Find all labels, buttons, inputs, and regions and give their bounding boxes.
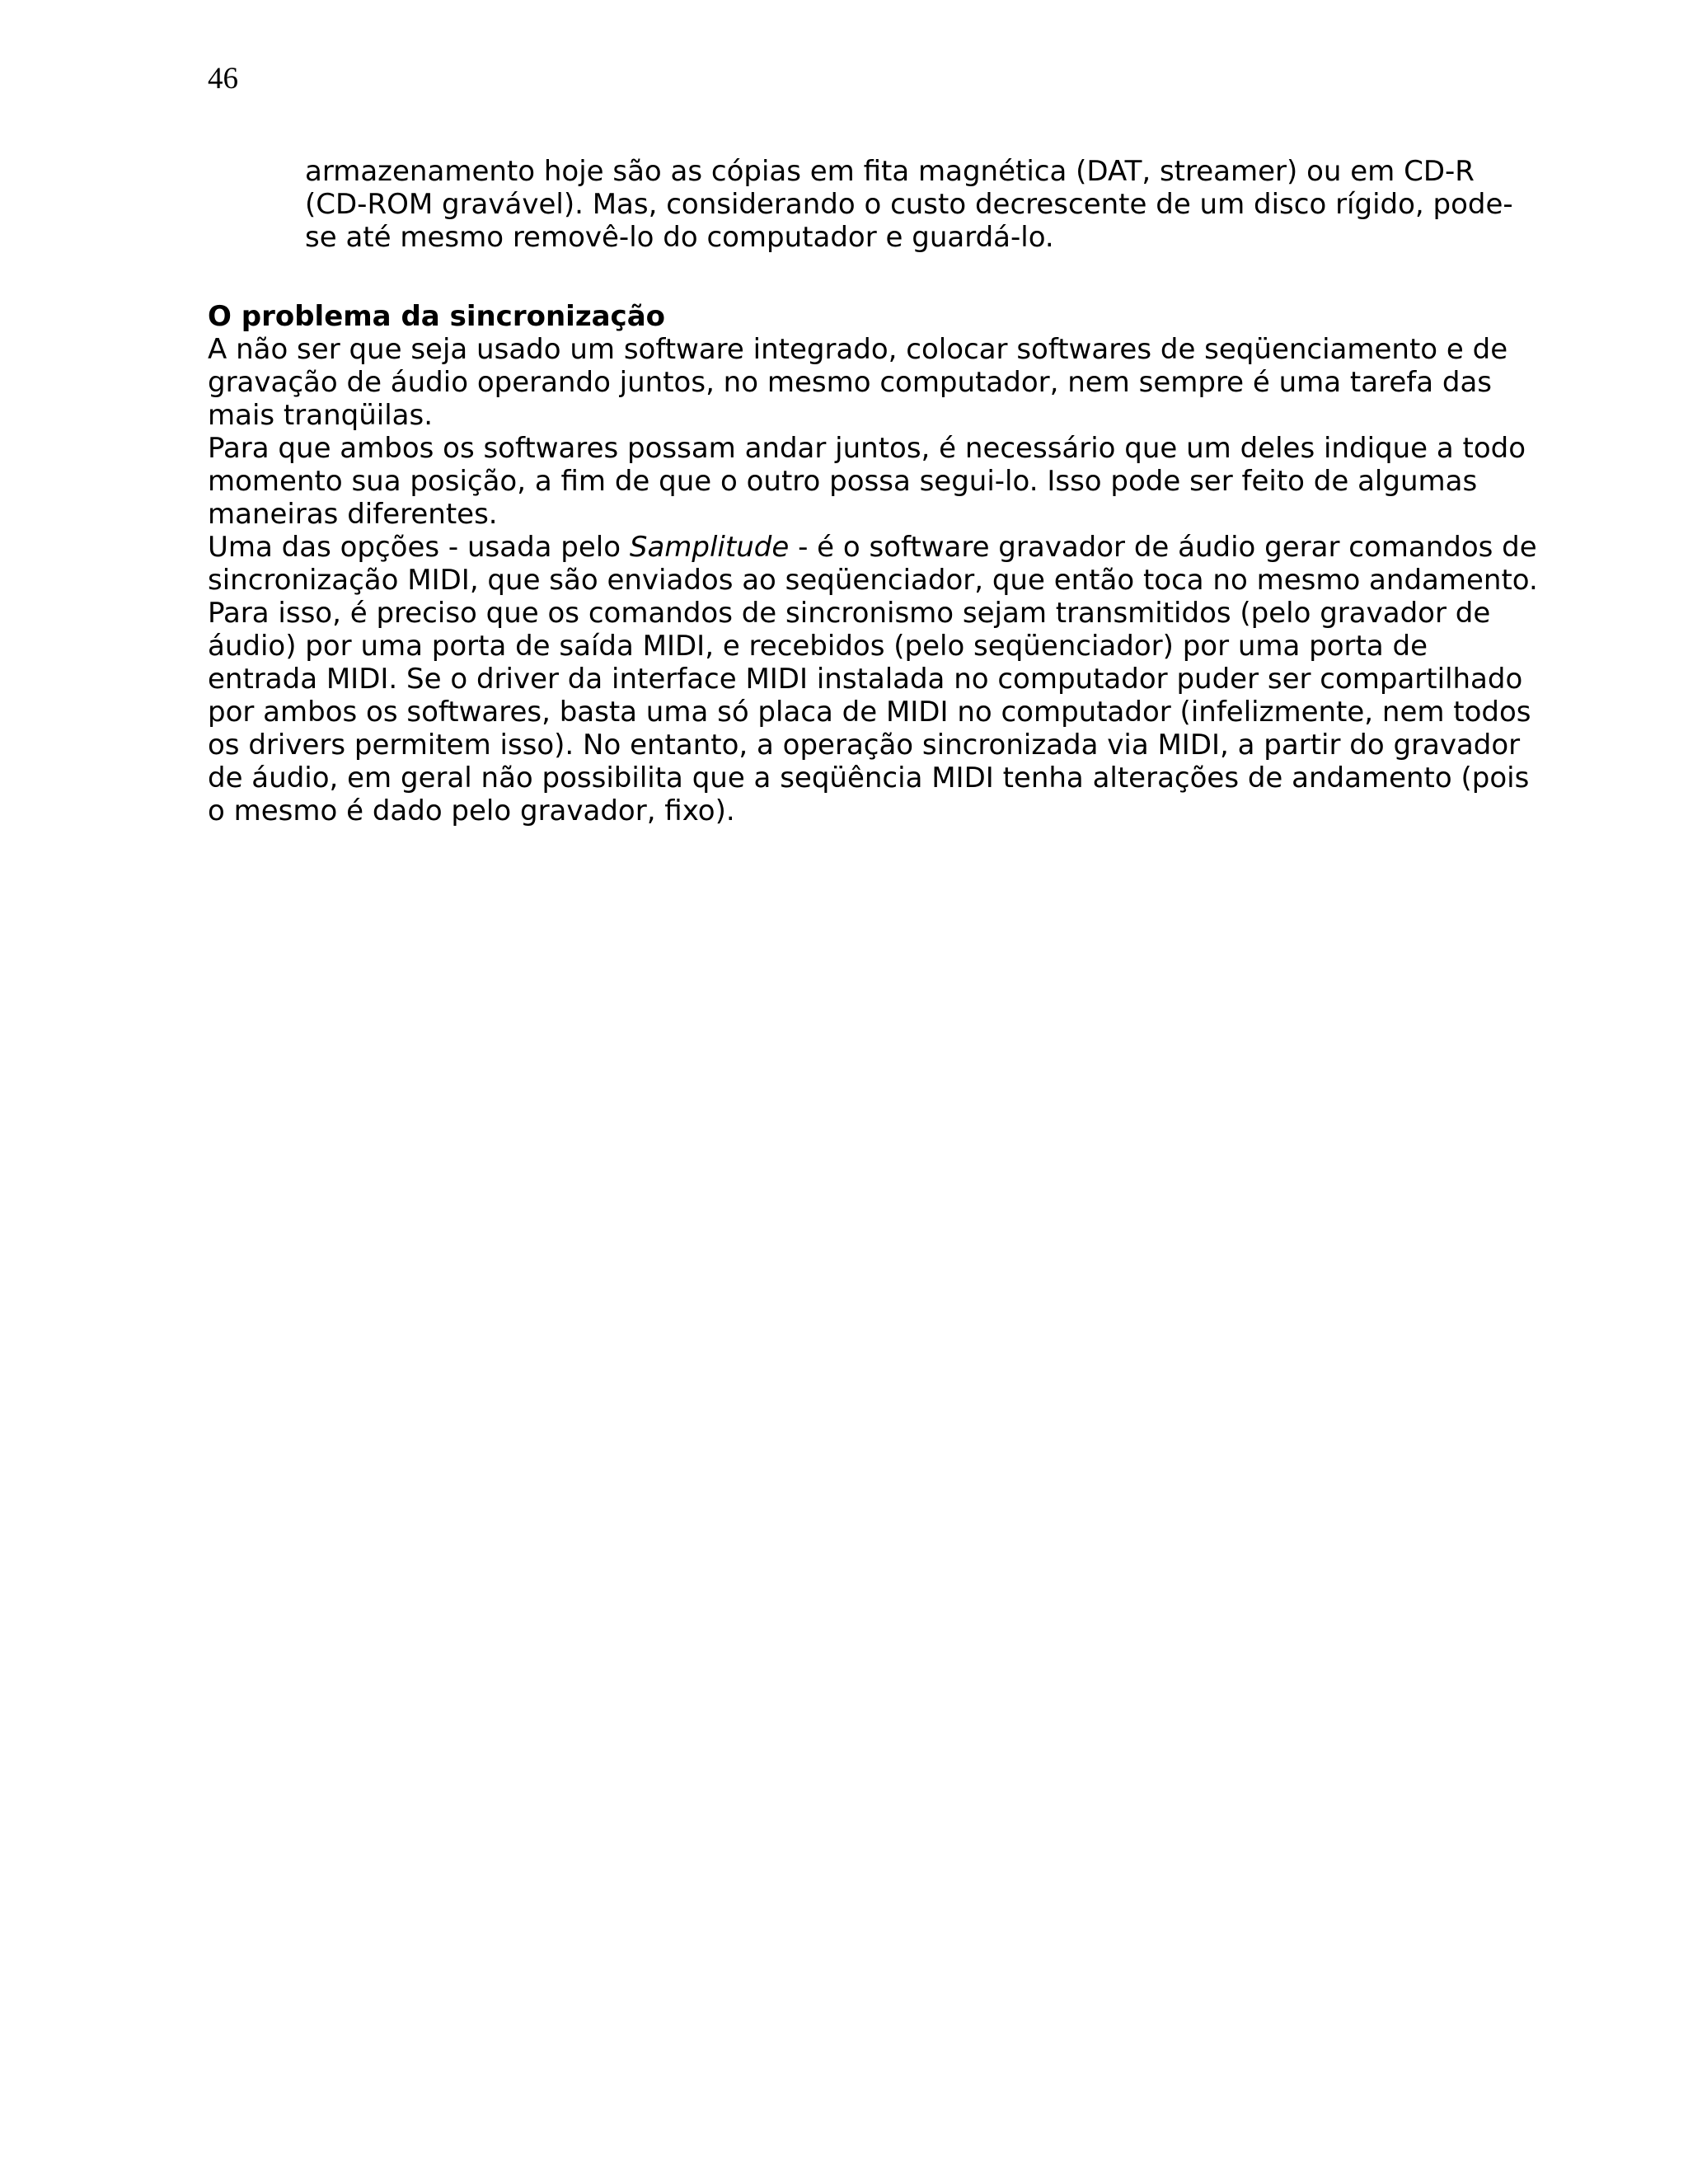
paragraph-line: Para isso, é preciso que os comandos de sincronismo sejam transmitidos (pelo gravador de bbox=[208, 597, 1491, 630]
paragraph-line: Para que ambos os softwares possam andar juntos, é necessário que um deles indique a todo bbox=[208, 432, 1526, 465]
paragraph-line: entrada MIDI. Se o driver da interface MIDI instalada no computador puder ser compartilhado bbox=[208, 663, 1523, 696]
text-run: - é o software gravador de áudio gerar comandos de bbox=[789, 531, 1537, 564]
paragraph-line bbox=[208, 531, 1538, 564]
paragraph-line: por ambos os softwares, basta uma só placa de MIDI no computador (infelizmente, nem todos bbox=[208, 696, 1531, 729]
intro-line: armazenamento hoje são as cópias em fita magnética (DAT, streamer) ou em CD-R bbox=[305, 155, 1475, 188]
text-run: Uma das opções - usada pelo bbox=[208, 531, 630, 564]
paragraph-line: gravação de áudio operando juntos, no mesmo computador, nem sempre é uma tarefa das bbox=[208, 366, 1492, 399]
paragraph-line: maneiras diferentes. bbox=[208, 498, 498, 531]
section-heading: O problema da sincronização bbox=[208, 300, 666, 333]
intro-paragraph bbox=[305, 155, 1513, 254]
paragraph-line: A não ser que seja usado um software integrado, colocar softwares de seqüenciamento e de bbox=[208, 333, 1508, 366]
page-number: 46 bbox=[208, 62, 238, 96]
paragraph-line: áudio) por uma porta de saída MIDI, e recebidos (pelo seqüenciador) por uma porta de bbox=[208, 630, 1428, 663]
intro-line: se até mesmo removê-lo do computador e guardá-lo. bbox=[305, 221, 1054, 254]
software-name-italic: Samplitude bbox=[629, 531, 790, 564]
paragraph-line: mais tranqüilas. bbox=[208, 399, 433, 432]
paragraph-line: momento sua posição, a fim de que o outro possa segui-lo. Isso pode ser feito de algumas bbox=[208, 465, 1478, 498]
paragraph-line: os drivers permitem isso). No entanto, a operação sincronizada via MIDI, a partir do gravador bbox=[208, 729, 1521, 762]
section-body bbox=[208, 300, 1538, 827]
paragraph-line: o mesmo é dado pelo gravador, fixo). bbox=[208, 794, 735, 827]
paragraph-line: de áudio, em geral não possibilita que a seqüência MIDI tenha alterações de andamento (pois bbox=[208, 762, 1530, 794]
paragraph-line: sincronização MIDI, que são enviados ao seqüenciador, que então toca no mesmo andamento. bbox=[208, 564, 1538, 597]
intro-line: (CD-ROM gravável). Mas, considerando o custo decrescente de um disco rígido, pode- bbox=[305, 188, 1513, 221]
